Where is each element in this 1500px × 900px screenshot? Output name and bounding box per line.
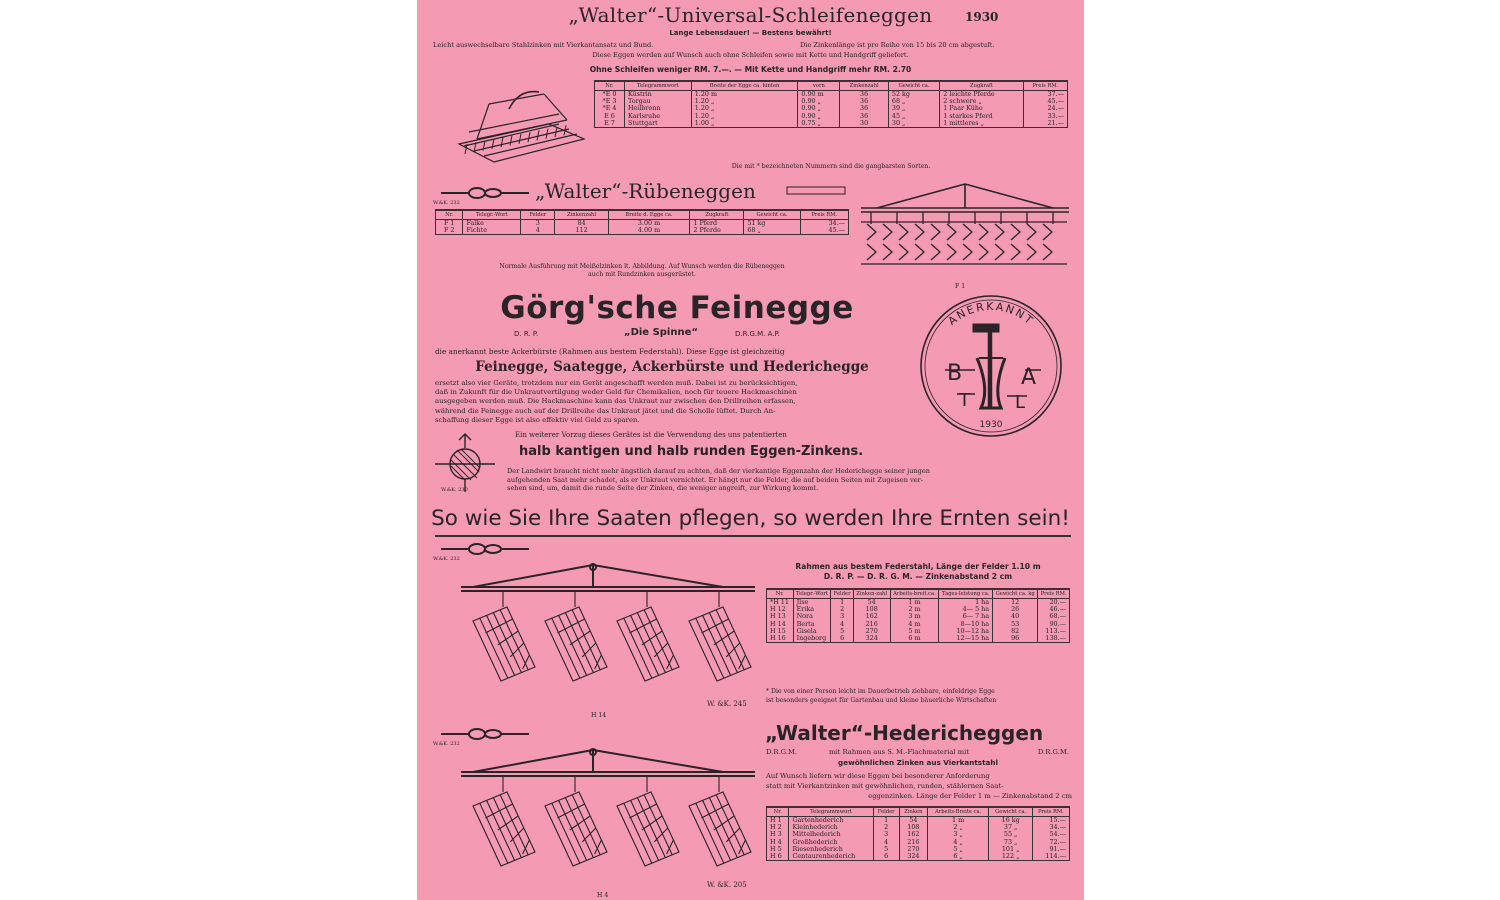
table-cell: 2 m [890, 606, 939, 613]
table-cell: Kleinhederich [789, 824, 873, 831]
col-header: Arbeits-breit.ca. [890, 589, 939, 599]
table-cell: H 5 [767, 846, 789, 853]
hederich-fig-mark: W. &K. 205 [707, 881, 747, 889]
table-cell: 37.— [1023, 91, 1067, 99]
table-cell: 324 [899, 853, 927, 861]
rueben-mark: W.&K. 232 [433, 200, 460, 206]
table-cell: 4 [521, 227, 555, 235]
goerg-uses: Feinegge, Saategge, Ackerbürste und Hederichegge [475, 359, 869, 375]
table-row [595, 113, 1068, 120]
universal-line2: Diese Eggen werden auf Wunsch auch ohne Schleifen sowie mit Kette und Handgriff geliefert. [592, 51, 909, 59]
table-cell: 68 „ [744, 227, 800, 235]
table-cell: Centaurenhederich [789, 853, 873, 861]
table-cell: 114.— [1032, 853, 1069, 861]
goerg-paragraph [435, 379, 919, 425]
table-cell: 53 [993, 621, 1038, 628]
anerkannt-seal [917, 294, 1067, 438]
table-cell: 54.— [1032, 831, 1069, 838]
table-cell: 108 [899, 824, 927, 831]
para-line: sehen sind, um, damit die runde Seite der Zinken, die weniger angreift, zur Wirkung kommt. [507, 484, 819, 493]
col-header: Felder [831, 589, 853, 599]
table-cell: 1.20 m [691, 91, 798, 99]
goerg-name: „Die Spinne“ [624, 327, 698, 338]
hederich-table-body [767, 817, 1070, 861]
table-cell: Erika [793, 606, 831, 613]
hederich-tines: gewöhnlichen Zinken aus Vierkantstahl [838, 758, 998, 767]
table-cell: 1 [831, 599, 853, 607]
table-cell: Großhederich [789, 839, 873, 846]
table-cell: 90.— [1038, 621, 1070, 628]
rueben-table [435, 209, 849, 235]
table-cell: 2 „ [927, 824, 989, 831]
table-cell: 30 [840, 120, 889, 128]
table-cell: 96 [993, 635, 1038, 643]
hederich-text-3: eggenzinken. Länge der Felder 1 m — Zinkenabstand 2 cm [868, 792, 1072, 800]
table-cell: 3.00 m [608, 220, 690, 228]
table-cell: Gisela [793, 628, 831, 635]
table-cell: 2 [831, 606, 853, 613]
rueben-fig-caption: F 1 [955, 283, 966, 290]
table-cell: E 6 [595, 113, 625, 120]
table-cell: 54 [853, 599, 890, 607]
table-cell: F 2 [436, 227, 463, 235]
table-cell: H 13 [767, 613, 794, 620]
table-cell: 324 [853, 635, 890, 643]
hederich-mark: W.&K. 232 [433, 741, 460, 747]
table-cell: 39 „ [888, 105, 939, 112]
table-cell: 101 „ [989, 846, 1032, 853]
para-line: ausgegeben werden muß. Die Hackmaschine kann das Unkraut nur zwischen den Drillreihen erfassen, [435, 397, 796, 406]
table-cell: 36 [840, 113, 889, 120]
seal-letter-t: T [959, 390, 970, 411]
table-cell: 12—15 ha [939, 635, 993, 643]
table-cell: 52 kg [888, 91, 939, 99]
table-cell: 6 [831, 635, 853, 643]
table-cell: Küstrin [624, 91, 691, 99]
col-header: Preis RM. [1038, 589, 1070, 599]
table-cell: Mittelhederich [789, 831, 873, 838]
table-cell: 6 „ [927, 853, 989, 861]
table-cell: 45.— [800, 227, 848, 235]
table-cell: 4.00 m [608, 227, 690, 235]
table-cell: Karlsruhe [624, 113, 691, 120]
table-cell: H 3 [767, 831, 789, 838]
table-cell: 5 „ [927, 846, 989, 853]
table-cell: Jlse [793, 599, 831, 607]
table-cell: Falke [463, 220, 521, 228]
table-cell: 1 ha [939, 599, 993, 607]
col-header: Breite d. Egge ca. [608, 210, 690, 220]
col-header: Nr. [595, 81, 625, 91]
col-header: vorn [798, 81, 840, 91]
table-cell: 0.90 „ [798, 98, 840, 105]
table-cell: 36 [840, 91, 889, 99]
seal-year: 1930 [979, 420, 1003, 430]
hederich-drgm-right: D.R.G.M. [1037, 748, 1069, 756]
table-cell: 45 „ [888, 113, 939, 120]
table-cell: 1 mittleres „ [940, 120, 1024, 128]
table-cell: E 7 [595, 120, 625, 128]
table-cell: 3 [831, 613, 853, 620]
col-header: Felder [873, 807, 899, 817]
universal-line1-right: Die Zinkenlänge ist pro Reihe von 15 bis 20 cm abgestuft. [800, 41, 995, 49]
table-cell: H 2 [767, 824, 789, 831]
table-cell: 6 m [890, 635, 939, 643]
table-cell: 216 [899, 839, 927, 846]
table-cell: 270 [853, 628, 890, 635]
tine-mark: W.&K. 230 [441, 487, 468, 493]
table-cell: 51 kg [744, 220, 800, 228]
table-cell: 73 „ [989, 839, 1032, 846]
table-cell: 20.— [1038, 599, 1070, 607]
para-line: während die Feinegge auch auf der Drillreihe das Unkraut jätet und die Scholle lüftet. Durch An- [435, 406, 776, 415]
col-header: Telegr.-Wort [463, 210, 521, 220]
col-header: Telegrammwort [789, 807, 873, 817]
table-cell: 2 schwere „ [940, 98, 1024, 105]
feinegge-note-2: ist besonders geeignet für Gartenbau und kleine bäuerliche Wirtschaften [766, 697, 997, 704]
table-cell: 0.90 m [798, 91, 840, 99]
col-header: Tages-leistung ca. [939, 589, 993, 599]
table-row [595, 120, 1068, 128]
col-header: Zugkraft [940, 81, 1024, 91]
feinegge-head-2: D. R. P. — D. R. G. M. — Zinkenabstand 2 cm [823, 572, 1013, 581]
seal-letter-b: B [947, 361, 963, 386]
rueben-note-2: auch mit Rundzinken ausgerüstet. [588, 271, 696, 278]
hederichegge-h4-illustration [453, 748, 763, 886]
table-cell: 2 [873, 824, 899, 831]
schleifenegge-illustration [449, 84, 589, 164]
table-cell: 4— 5 ha [939, 606, 993, 613]
feinegge-mark: W.&K. 232 [433, 556, 460, 562]
feinegge-table [766, 588, 1070, 643]
table-cell: *H 11 [767, 599, 794, 607]
table-cell: 12 [993, 599, 1038, 607]
year-label: 1930 [965, 10, 999, 24]
universal-subtitle: Lange Lebensdauer! — Bestens bewährt! [669, 29, 832, 37]
para-line: Der Landwirt braucht nicht mehr ängstlich darauf zu achten, daß der vierkantige Eggenzahn der Hederichegge seiner jungen [507, 467, 931, 475]
table-cell: 4 „ [927, 839, 989, 846]
table-cell: 122 „ [989, 853, 1032, 861]
table-row [595, 105, 1068, 112]
col-header: Felder [521, 210, 555, 220]
table-cell: H 14 [767, 621, 794, 628]
table-cell: Heilbronn [624, 105, 691, 112]
table-cell: 4 [873, 839, 899, 846]
table-cell: 1.20 „ [691, 105, 798, 112]
table-row [436, 227, 849, 235]
table-cell: 5 [873, 846, 899, 853]
table-cell: 45.— [1023, 98, 1067, 105]
universal-table-body [595, 91, 1068, 128]
col-header: Gewicht ca. [888, 81, 939, 91]
table-cell: 10—12 ha [939, 628, 993, 635]
col-header: Zinkenzahl [840, 81, 889, 91]
table-cell: 162 [853, 613, 890, 620]
seal-letter-a: A [1021, 365, 1037, 390]
table-cell: H 4 [767, 839, 789, 846]
table-cell: 34.— [800, 220, 848, 228]
table-cell: 68.— [1038, 613, 1070, 620]
table-cell: 36 [840, 105, 889, 112]
col-header: Preis RM. [1032, 807, 1069, 817]
col-header: Preis RM. [1023, 81, 1067, 91]
table-cell: 0.75 „ [798, 120, 840, 128]
table-cell: 1.00 „ [691, 120, 798, 128]
hederich-drgm-left: D.R.G.M. [766, 748, 798, 756]
para-line: schaffung dieser Egge ist also effektiv viel Geld zu sparen. [435, 415, 640, 424]
universal-line3: Ohne Schleifen weniger RM. 7.—. — Mit Kette und Handgriff mehr RM. 2.70 [589, 65, 912, 74]
col-header: Preis RM. [800, 210, 848, 220]
table-cell: 30 „ [888, 120, 939, 128]
feinegge-note-1: * Die von einer Person leicht im Dauerbetrieb ziehbare, einfeldrige Egge [766, 688, 995, 695]
feinegge-h14-illustration [453, 563, 763, 711]
table-cell: 1.20 „ [691, 98, 798, 105]
table-cell: H 16 [767, 635, 794, 643]
table-cell: 68 „ [888, 98, 939, 105]
table-cell: Fichte [463, 227, 521, 235]
table-cell: 1.20 „ [691, 113, 798, 120]
feinegge-fig-mark: W. &K. 245 [707, 700, 747, 708]
hederich-text-1: Auf Wunsch liefern wir diese Eggen bei besonderer Anforderung [766, 772, 990, 780]
ruebenegge-illustration [857, 182, 1075, 282]
table-cell: 2 Pferde [690, 227, 744, 235]
table-cell: 5 m [890, 628, 939, 635]
table-cell: *E 0 [595, 91, 625, 99]
table-cell: 113.— [1038, 628, 1070, 635]
goerg-drgm: D.R.G.M. A.P. [735, 330, 780, 338]
table-cell: 270 [899, 846, 927, 853]
slogan: So wie Sie Ihre Saaten pflegen, so werden Ihre Ernten sein! [431, 506, 1070, 531]
universal-table [594, 80, 1068, 128]
table-cell: 26 [993, 606, 1038, 613]
table-cell: 21.— [1023, 120, 1067, 128]
table-cell: 138.— [1038, 635, 1070, 643]
ruler-icon [785, 184, 849, 198]
table-cell: 82 [993, 628, 1038, 635]
table-cell: Berta [793, 621, 831, 628]
table-cell: 1 Pferd [690, 220, 744, 228]
hederich-fig-caption: H 4 [597, 892, 609, 899]
rueben-note-1: Normale Ausführung mit Meißelzinken lt. Abbildung. Auf Wunsch werden die Rübeneggen [499, 263, 785, 270]
universal-footnote: Die mit * bezeichneten Nummern sind die gangbarsten Sorten. [731, 163, 931, 170]
table-row [767, 853, 1070, 861]
rueben-title: „Walter“-Rübeneggen [535, 179, 756, 203]
col-header: Gewicht ca. [989, 807, 1032, 817]
goerg-drp: D. R. P. [514, 330, 539, 338]
table-cell: H 12 [767, 606, 794, 613]
col-header: Arbeits-Breite ca. [927, 807, 989, 817]
table-cell: 1 [873, 817, 899, 825]
table-cell: 55 „ [989, 831, 1032, 838]
hederich-table [766, 806, 1070, 861]
table-cell: 34.— [1032, 824, 1069, 831]
table-cell: *E 3 [595, 98, 625, 105]
table-cell: 3 „ [927, 831, 989, 838]
table-cell: 1 Paar Kühe [940, 105, 1024, 112]
universal-title: „Walter“-Universal-Schleifeneggen [568, 3, 933, 27]
table-cell: F 1 [436, 220, 463, 228]
table-cell: Ingeborg [793, 635, 831, 643]
table-cell: 72.— [1032, 839, 1069, 846]
feinegge-head-1: Rahmen aus bestem Federstahl, Länge der Felder 1.10 m [795, 562, 1041, 571]
seal-letter-l: L [1015, 392, 1026, 413]
col-header: Gewicht ca. kg [993, 589, 1038, 599]
table-cell: 46.— [1038, 606, 1070, 613]
table-cell: 16 kg [989, 817, 1032, 825]
goerg-tines: halb kantigen und halb runden Eggen-Zinkens. [519, 444, 864, 459]
col-header: Zinken [899, 807, 927, 817]
para-line: aufgehenden Saat mehr schadet, als er Unkraut vernichtet. Er hängt nur die Felder, die auf beiden Seiten mit Zugeisen ver- [507, 475, 924, 484]
table-cell: 0.90 „ [798, 105, 840, 112]
feinegge-fig-caption: H 14 [591, 712, 607, 719]
rueben-table-body [436, 220, 849, 235]
table-row [595, 98, 1068, 105]
table-cell: 112 [555, 227, 608, 235]
table-cell: 6— 7 ha [939, 613, 993, 620]
col-header: Telegrammwort [624, 81, 691, 91]
table-cell: Nora [793, 613, 831, 620]
table-cell: 1 m [927, 817, 989, 825]
table-cell: 84 [555, 220, 608, 228]
table-cell: 4 [831, 621, 853, 628]
table-cell: 91.— [1032, 846, 1069, 853]
table-cell: 1 m [890, 599, 939, 607]
hederich-frame: mit Rahmen aus S. M.-Flachmaterial mit [829, 748, 969, 756]
table-cell: 108 [853, 606, 890, 613]
col-header: Gewicht ca. [744, 210, 800, 220]
col-header: Nr. [436, 210, 463, 220]
table-cell: 40 [993, 613, 1038, 620]
table-cell: 6 [873, 853, 899, 861]
table-cell: 36 [840, 98, 889, 105]
table-cell: 15.— [1032, 817, 1069, 825]
table-cell: Gartenhederich [789, 817, 873, 825]
table-cell: H 15 [767, 628, 794, 635]
universal-line1-left: Leicht auswechselbare Stahlzinken mit Vierkantansatz und Bund. [433, 41, 654, 49]
col-header: Breite der Egge ca. hinten [691, 81, 798, 91]
col-header: Nr. [767, 589, 794, 599]
table-cell: 0.90 „ [798, 113, 840, 120]
goerg-intro: die anerkannt beste Ackerbürste (Rahmen aus bestem Federstahl). Diese Egge ist gleichzeitig [435, 347, 785, 356]
table-cell: Riesenhederich [789, 846, 873, 853]
col-header: Telegr.-Wort [793, 589, 831, 599]
table-cell: H 6 [767, 853, 789, 861]
col-header: Nr. [767, 807, 789, 817]
table-cell: H 1 [767, 817, 789, 825]
table-cell: 54 [899, 817, 927, 825]
table-cell: 3 [873, 831, 899, 838]
hederich-text-2: statt mit Vierkantzinken mit gewöhnlichen, runden, stählernen Saat- [766, 782, 1004, 790]
table-cell: 2 leichte Pferde [940, 91, 1024, 99]
para-line: daß in Zukunft für die Unkrautvertilgung weder Geld für Chemikalien, noch für teuere Hackmaschinen [435, 388, 797, 397]
col-header: Zinken-zahl [853, 589, 890, 599]
catalog-page [417, 0, 1084, 900]
table-cell: 1 starkes Pferd [940, 113, 1024, 120]
feinegge-table-body [767, 599, 1070, 643]
table-row [595, 91, 1068, 99]
para-line: ersetzt also vier Geräte, trotzdem nur ein Gerät angeschafft werden muß. Dabei ist zu berücksichtigen, [435, 379, 798, 387]
table-cell: *E 4 [595, 105, 625, 112]
goerg-paragraph-2 [507, 467, 1072, 493]
goerg-advantage: Ein weiterer Vorzug dieses Gerätes ist die Verwendung des uns patentierten [515, 431, 787, 439]
table-cell: Stuttgart [624, 120, 691, 128]
table-cell: 162 [899, 831, 927, 838]
table-cell: 33.— [1023, 113, 1067, 120]
table-cell: 3 [521, 220, 555, 228]
table-cell: 216 [853, 621, 890, 628]
table-cell: 3 m [890, 613, 939, 620]
table-cell: 37 „ [989, 824, 1032, 831]
table-cell: 4 m [890, 621, 939, 628]
table-cell: 5 [831, 628, 853, 635]
table-row [767, 635, 1070, 643]
table-cell: Torgau [624, 98, 691, 105]
col-header: Zinkenzahl [555, 210, 608, 220]
table-cell: 8—10 ha [939, 621, 993, 628]
goerg-title: Görg'sche Feinegge [500, 290, 854, 326]
table-cell: 24.— [1023, 105, 1067, 112]
hederich-title: „Walter“-Hederichеggen [765, 721, 1044, 745]
seal-top-text: ANERKANNT [945, 299, 1037, 328]
col-header: Zugkraft [690, 210, 744, 220]
